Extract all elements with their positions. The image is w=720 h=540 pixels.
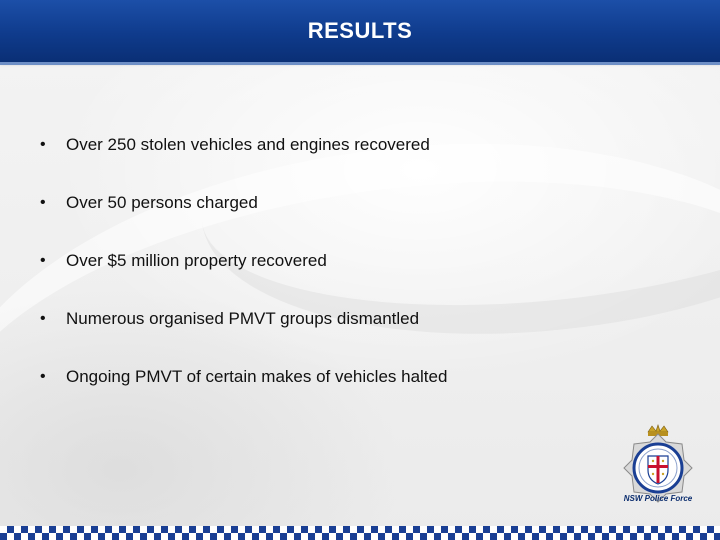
bullet-icon: • — [40, 309, 46, 327]
bullet-item — [40, 244, 660, 277]
bullet-icon: • — [40, 193, 46, 211]
bullet-text: Over $5 million property recovered — [66, 250, 327, 270]
slide-title: RESULTS — [307, 18, 413, 43]
bullet-icon: • — [40, 251, 46, 269]
bullet-text: Numerous organised PMVT groups dismantled — [66, 308, 420, 328]
bullet-item — [40, 128, 660, 161]
bullet-item — [40, 302, 660, 335]
bullet-icon: • — [40, 367, 46, 385]
bullet-text: Ongoing PMVT of certain makes of vehicles halted — [66, 366, 448, 386]
bullet-item — [40, 360, 660, 393]
title-bar-divider — [0, 62, 720, 65]
bullet-item — [40, 186, 660, 219]
bullet-text: Over 250 stolen vehicles and engines recovered — [66, 134, 430, 154]
bullet-list — [40, 128, 660, 418]
bullet-text: Over 50 persons charged — [66, 192, 258, 212]
logo-wordmark: NSW Police Force — [623, 494, 693, 503]
checkered-band — [0, 526, 720, 540]
bullet-icon: • — [40, 135, 46, 153]
